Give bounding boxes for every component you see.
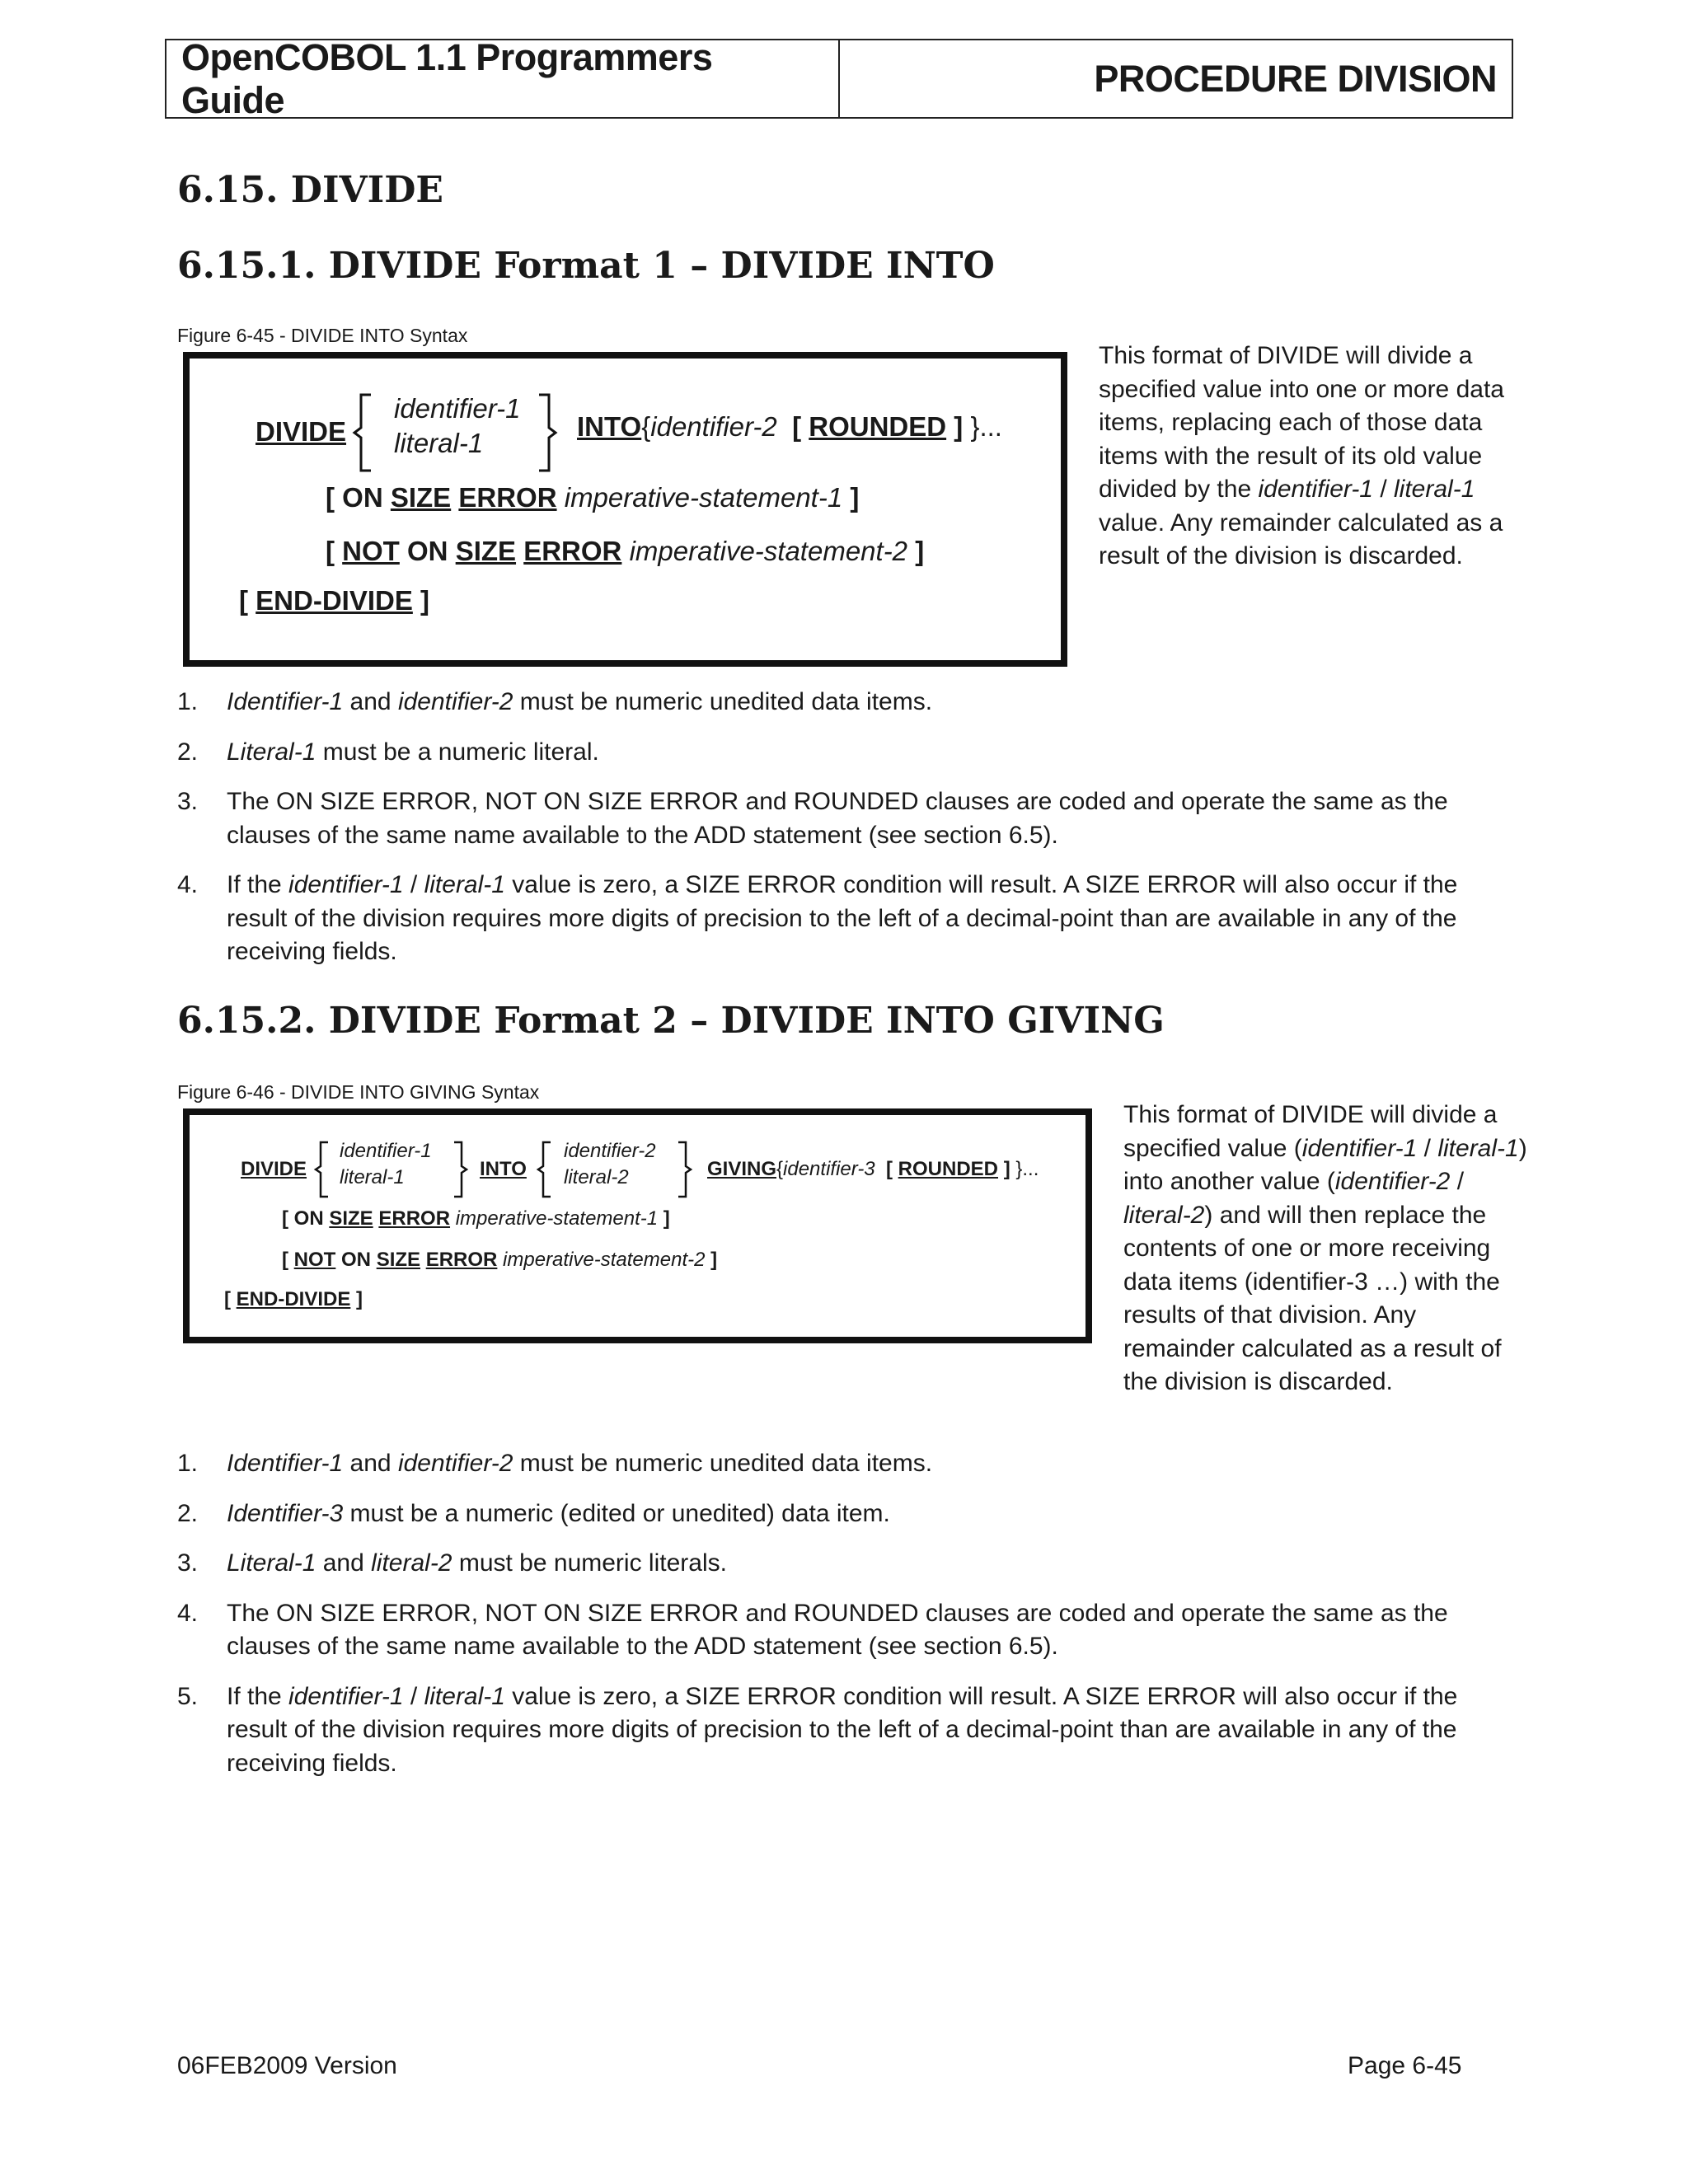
identifier-3: identifier-3 — [783, 1158, 875, 1180]
list-item: 1. Identifier-1 and identifier-2 must be numeric unedited data items. — [177, 688, 933, 715]
identifier-2: identifier-2 — [564, 1140, 656, 1162]
format2-syntax-box — [183, 1108, 1092, 1343]
literal-1: literal-1 — [394, 428, 484, 458]
error-keyword-2: ERROR — [523, 536, 622, 566]
into-keyword: INTO — [577, 411, 642, 442]
size-keyword-2: SIZE — [455, 536, 517, 566]
into-keyword: INTO — [480, 1158, 527, 1180]
left-bracket-icon — [536, 1140, 554, 1199]
list-item: 3. The ON SIZE ERROR, NOT ON SIZE ERROR and ROUNDED clauses are coded and operate the same as the clauses of the same name available to the ADD statement (see section 6.5). — [177, 788, 1448, 849]
format1-description: This format of DIVIDE will divide a specified value into one or more data items, replacing each of those data items with the result of its old value divided by the identifier-1 / literal-1 value. Any remainder calculated as a result of the division is discarded. — [1099, 342, 1504, 569]
not-on-size-error-clause: [ NOT ON SIZE ERROR imperative-statement-2 ] — [282, 1249, 718, 1271]
list-item: 4. The ON SIZE ERROR, NOT ON SIZE ERROR and ROUNDED clauses are coded and operate the same as the clauses of the same name available to the ADD statement (see section 6.5). — [177, 1599, 1448, 1660]
left-bracket-icon — [351, 391, 376, 474]
footer-page-number: Page 6-45 — [1348, 2052, 1462, 2079]
right-bracket-icon — [676, 1140, 694, 1199]
format1-syntax-box — [183, 352, 1067, 667]
list-item: 1. Identifier-1 and identifier-2 must be numeric unedited data items. — [177, 1450, 933, 1477]
header-section-title: PROCEDURE DIVISION — [1094, 57, 1497, 100]
end-divide-keyword: END-DIVIDE — [256, 585, 413, 616]
on-keyword: ON — [342, 482, 383, 513]
format1-title: 6.15.1. DIVIDE Format 1 – DIVIDE INTO — [177, 245, 995, 287]
format1-rules-list — [177, 686, 1517, 986]
format2-description: This format of DIVIDE will divide a specified value (identifier-1 / literal-1) into another value (identifier-2 / literal-2) and will then replace the contents of one or more receiving data items (identifier-3 …) with the results of that division. Any remainder calculated as a result of the division is discarded. — [1123, 1101, 1527, 1395]
footer-version: 06FEB2009 Version — [177, 2052, 397, 2079]
close-brace-ellipsis: }... — [970, 411, 1002, 442]
end-divide-keyword: END-DIVIDE — [236, 1288, 351, 1310]
divide-keyword: DIVIDE — [256, 416, 347, 447]
literal-2: literal-2 — [564, 1166, 629, 1188]
literal-1: literal-1 — [340, 1166, 405, 1188]
end-divide-clause: [ END-DIVIDE ] — [224, 1288, 363, 1310]
format2-rules-list — [177, 1447, 1517, 1797]
list-item: 2. Identifier-3 must be a numeric (edited or unedited) data item. — [177, 1499, 890, 1527]
on-keyword-2: ON — [407, 536, 448, 566]
error-keyword: ERROR — [458, 482, 557, 513]
right-bracket-icon — [536, 391, 560, 474]
into-clause — [577, 411, 1002, 443]
left-bracket-icon — [313, 1140, 331, 1199]
list-item: 5. If the identifier-1 / literal-1 value is zero, a SIZE ERROR condition will result. A SIZE ERROR will also occur if the result of the division requires more digits of precision to the left of a decimal-point than are available in any of the receiving fields. — [177, 1682, 1458, 1777]
imperative-statement-2: imperative-statement-2 — [629, 536, 908, 566]
imperative-statement-2: imperative-statement-2 — [503, 1249, 706, 1271]
on-size-error-clause: [ ON SIZE ERROR imperative-statement-1 ] — [282, 1207, 670, 1230]
imperative-statement-1: imperative-statement-1 — [564, 482, 843, 513]
right-bracket-icon — [452, 1140, 470, 1199]
rounded-keyword: ROUNDED — [809, 411, 947, 442]
giving-clause: GIVING{identifier-3 [ ROUNDED ] }... — [707, 1158, 1039, 1180]
size-keyword: SIZE — [390, 482, 452, 513]
not-keyword: NOT — [342, 536, 400, 566]
format2-title: 6.15.2. DIVIDE Format 2 – DIVIDE INTO GIVING — [177, 1000, 1165, 1042]
section-title: 6.15. DIVIDE — [177, 169, 443, 211]
list-item: 3. Literal-1 and literal-2 must be numeric literals. — [177, 1549, 727, 1577]
list-item: 4. If the identifier-1 / literal-1 value is zero, a SIZE ERROR condition will result. A SIZE ERROR will also occur if the result of the division requires more digits of precision to the left of a decimal-point than are available in any of the receiving fields. — [177, 871, 1458, 965]
format2-figure-caption: Figure 6-46 - DIVIDE INTO GIVING Syntax — [177, 1081, 540, 1103]
open-brace: { — [776, 1158, 784, 1180]
identifier-1: identifier-1 — [394, 393, 521, 424]
identifier-1: identifier-1 — [340, 1140, 432, 1162]
format1-figure-caption: Figure 6-45 - DIVIDE INTO Syntax — [177, 325, 468, 346]
giving-keyword: GIVING — [707, 1158, 777, 1180]
open-brace: { — [641, 411, 651, 442]
identifier-2: identifier-2 — [650, 411, 777, 442]
on-size-error-clause: [ ON SIZE ERROR imperative-statement-1 ] — [326, 482, 860, 513]
header-doc-title: OpenCOBOL 1.1 Programmers Guide — [166, 40, 840, 117]
rounded-open-bracket: [ — [792, 411, 802, 442]
imperative-statement-1: imperative-statement-1 — [455, 1207, 659, 1230]
end-divide-clause: [ END-DIVIDE ] — [239, 585, 430, 616]
divide-keyword: DIVIDE — [241, 1158, 307, 1180]
not-on-size-error-clause: [ NOT ON SIZE ERROR imperative-statement-2 ] — [326, 536, 925, 566]
list-item: 2. Literal-1 must be a numeric literal. — [177, 738, 599, 766]
rounded-close-bracket: ] — [954, 411, 964, 442]
page-header — [165, 35, 1513, 121]
rounded-keyword: ROUNDED — [898, 1158, 999, 1180]
